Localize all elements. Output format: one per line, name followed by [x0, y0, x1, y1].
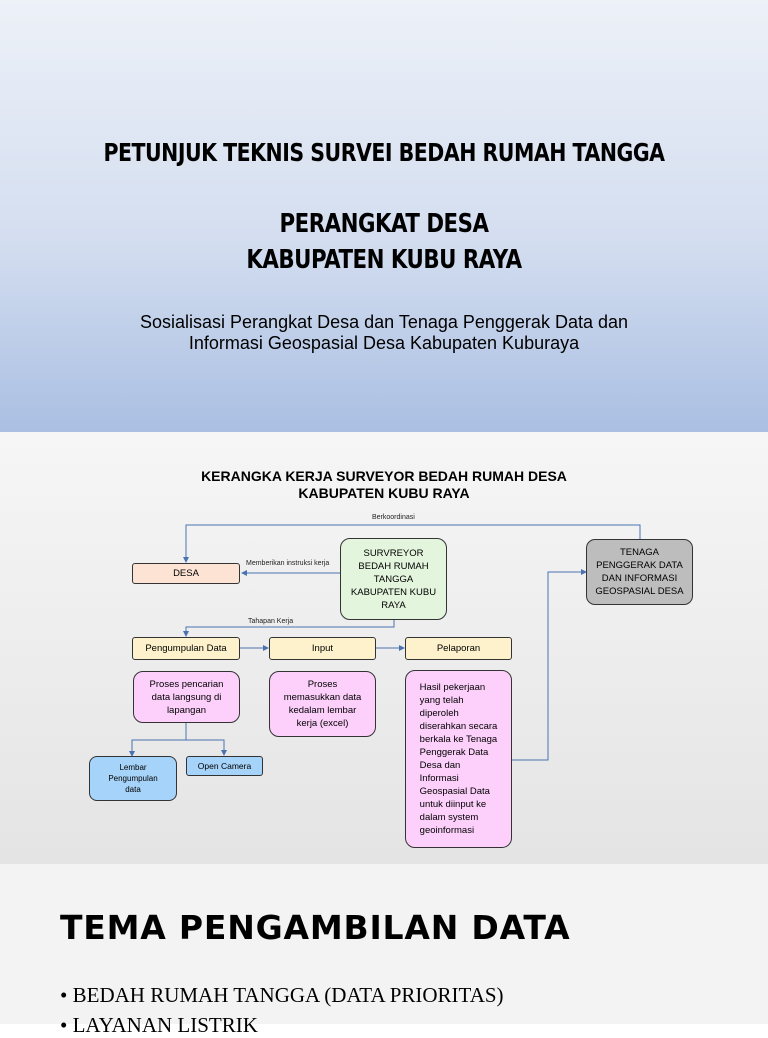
description-line-1: Sosialisasi Perangkat Desa dan Tenaga Penggerak Data dan [140, 312, 628, 332]
subtitle-kabupaten: KABUPATEN KUBU RAYA [246, 245, 522, 275]
box-pengumpulan-data: Pengumpulan Data [132, 637, 240, 660]
diagram-title-line-2: KABUPATEN KUBU RAYA [298, 485, 470, 501]
box-hasil-pekerjaan: Hasil pekerjaan yang telah diperoleh diserahkan secara berkala ke Tenaga Penggerak Data Desa dan Informasi Geospasial Data untuk diinput ke dalam system geoinformasi [405, 670, 512, 848]
bullet-item: • BEDAH RUMAH TANGGA (DATA PRIORITAS) [60, 983, 504, 1007]
connector-pencarian-camera [186, 740, 224, 755]
box-proses-input: Proses memasukkan data kedalam lembar kerja (excel) [269, 671, 376, 737]
box-lembar-pengumpulan: Lembar Pengumpulan data [89, 756, 177, 801]
label-berkoordinasi: Berkoordinasi [372, 514, 415, 521]
box-open-camera: Open Camera [186, 756, 263, 776]
box-surveyor: SURVREYOR BEDAH RUMAH TANGGA KABUPATEN KUBU RAYA [340, 538, 447, 620]
label-tahapan-kerja: Tahapan Kerja [248, 618, 294, 625]
box-input: Input [269, 637, 376, 660]
box-desa: DESA [132, 563, 240, 584]
box-pelaporan: Pelaporan [405, 637, 512, 660]
tema-title: TEMA PENGAMBILAN DATA [60, 908, 571, 947]
slide-framework-diagram [0, 432, 768, 864]
label-instruksi: Memberikan instruksi kerja [246, 560, 330, 567]
connector-pencarian-lembar [132, 723, 186, 756]
box-tenaga-penggerak: TENAGA PENGGERAK DATA DAN INFORMASI GEOSPASIAL DESA [586, 539, 693, 605]
description-line-2: Informasi Geospasial Desa Kabupaten Kuburaya [188, 333, 580, 353]
main-title: PETUNJUK TEKNIS SURVEI BEDAH RUMAH TANGGA [103, 138, 665, 167]
slide-title [0, 0, 768, 432]
slide-tema [0, 864, 768, 1037]
diagram-title-line-1: KERANGKA KERJA SURVEYOR BEDAH RUMAH DESA [201, 468, 567, 484]
bullet-item: • LAYANAN LISTRIK [60, 1013, 258, 1037]
connector-hasil-tenaga [512, 572, 586, 760]
subtitle-perangkat-desa: PERANGKAT DESA [279, 209, 489, 239]
box-proses-pencarian: Proses pencarian data langsung di lapangan [133, 671, 240, 723]
